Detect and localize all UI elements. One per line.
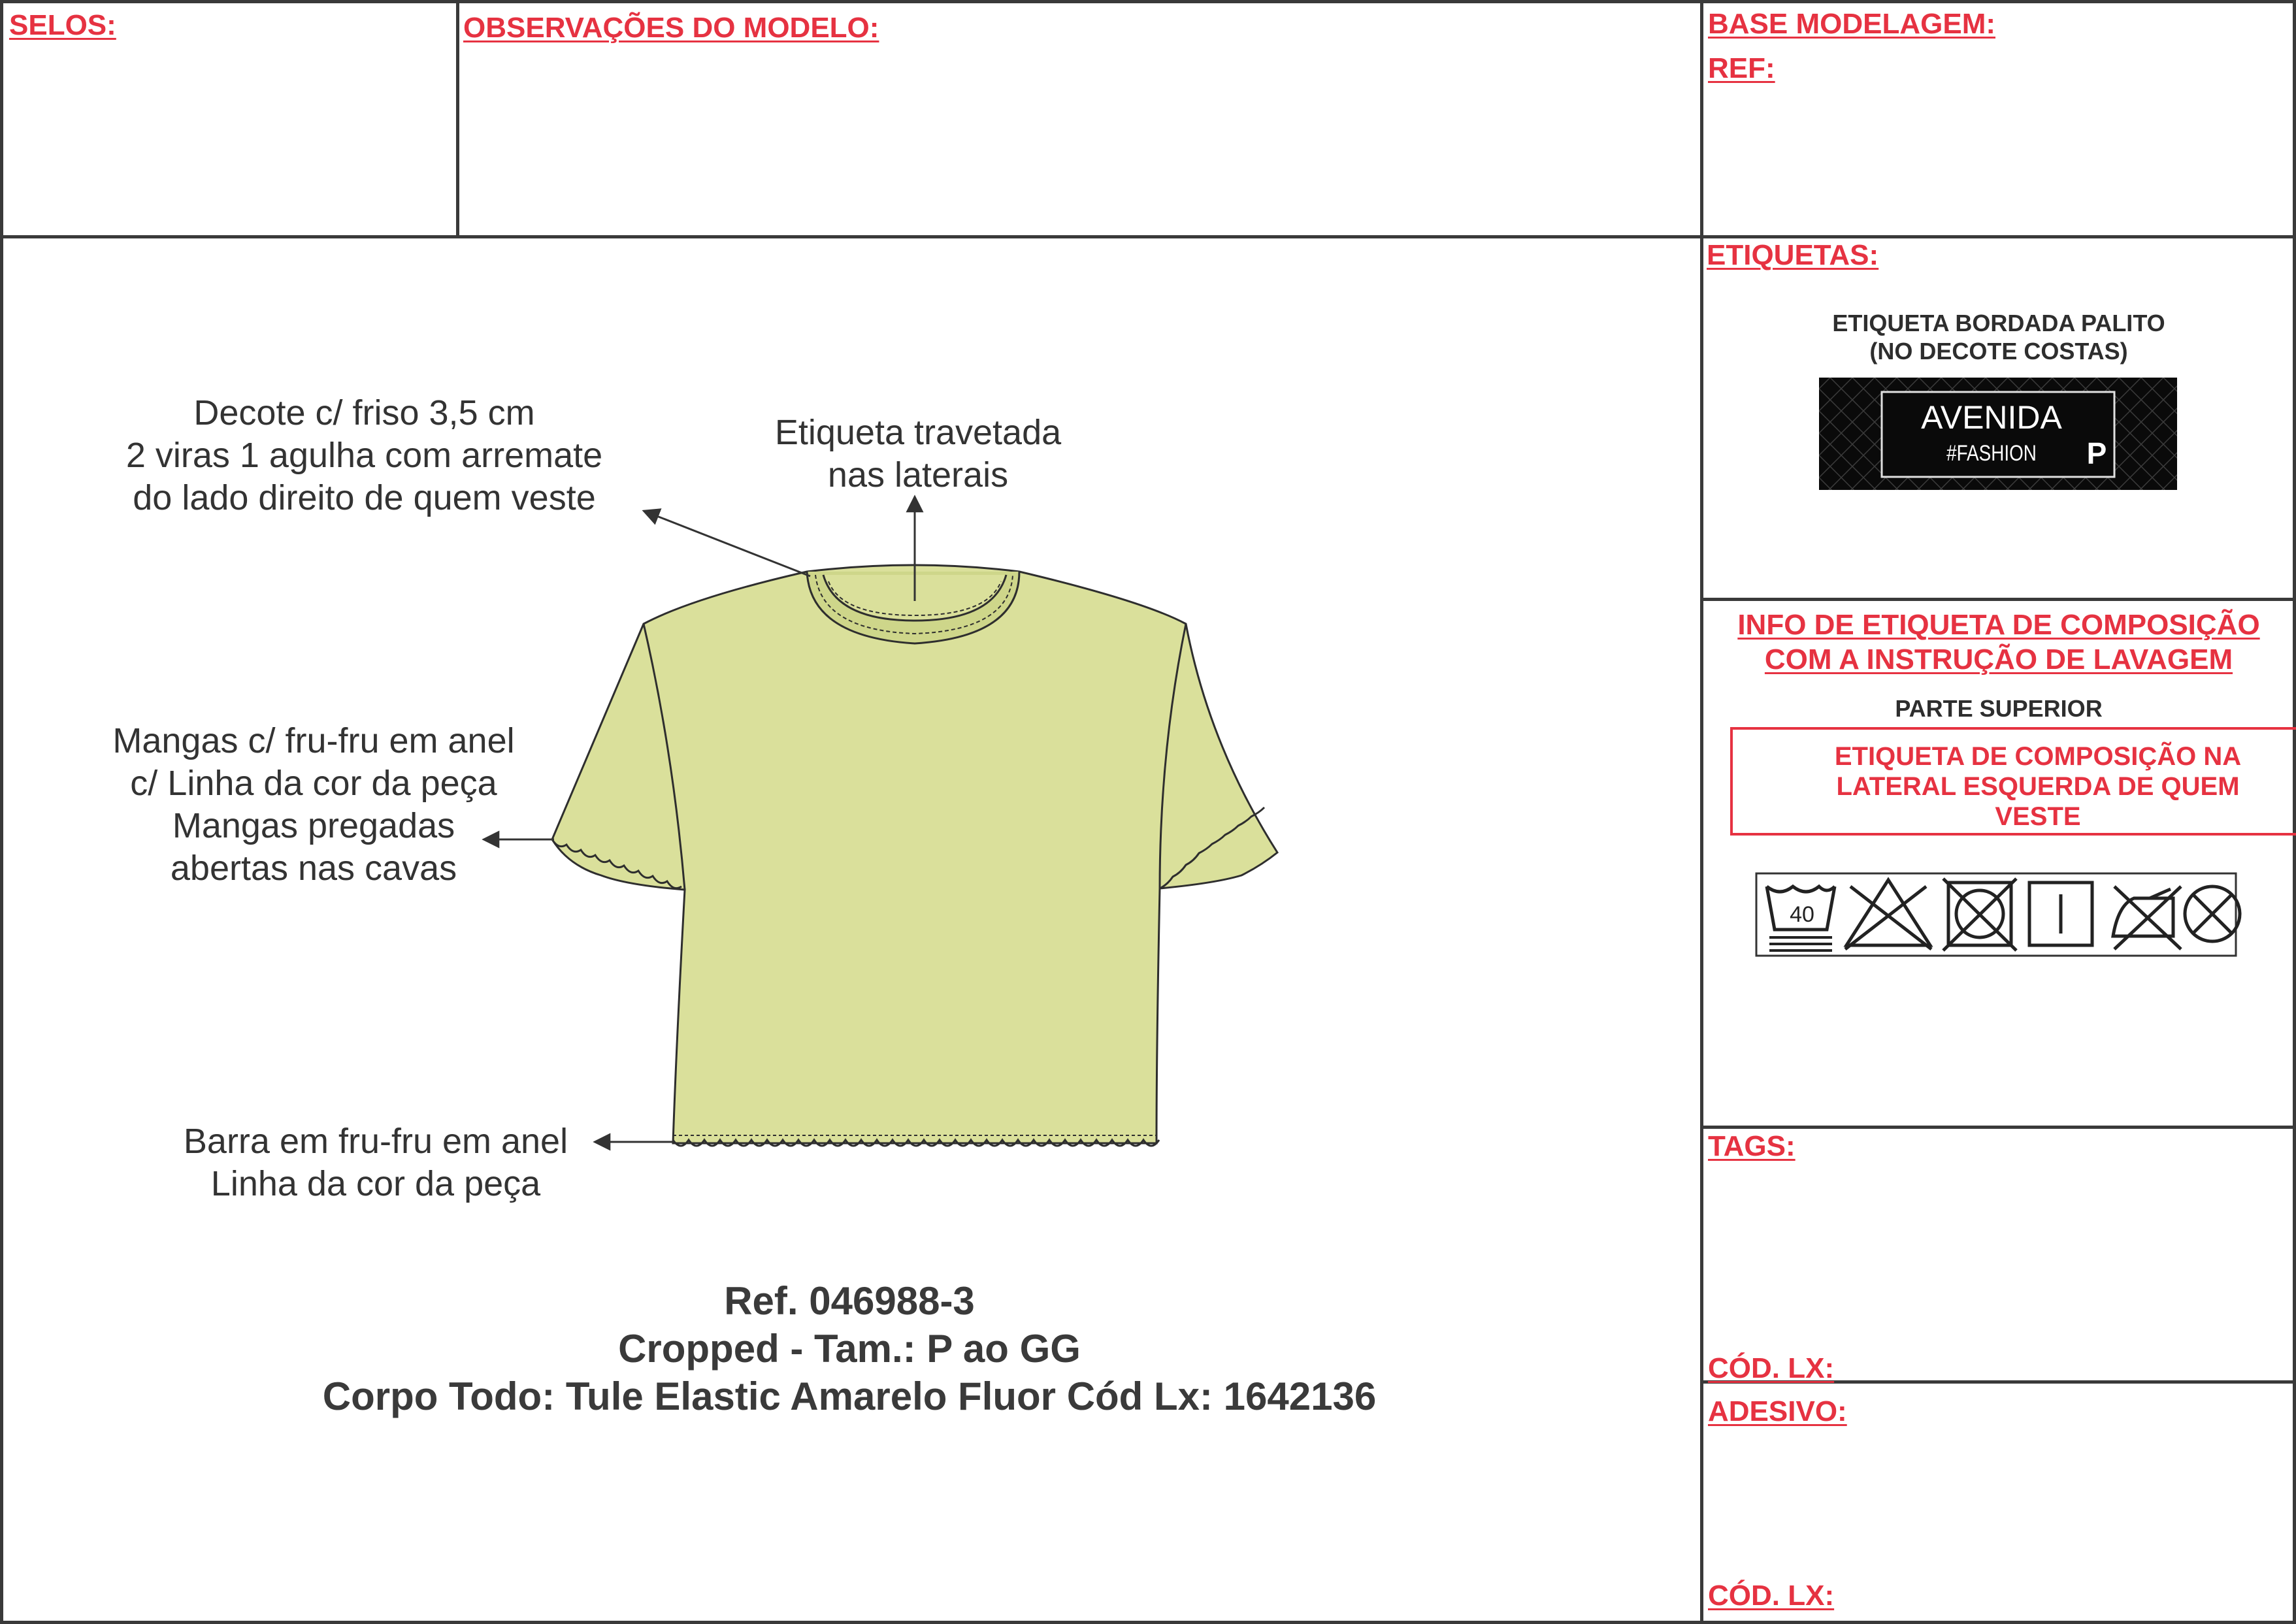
etiquetas-heading: ETIQUETAS: bbox=[1707, 239, 1879, 271]
brand-name: AVENIDA bbox=[1921, 399, 2062, 436]
adesivo-cod-lx: CÓD. LX: bbox=[1708, 1580, 1835, 1612]
decote-note: Decote c/ friso 3,5 cm 2 viras 1 agulha com arremate do lado direito de quem veste bbox=[125, 393, 603, 517]
ref-heading: REF: bbox=[1708, 52, 1775, 84]
tags-cod-lx: CÓD. LX: bbox=[1708, 1352, 1835, 1384]
etiqueta-title-line1: ETIQUETA BORDADA PALITO bbox=[1832, 310, 2165, 336]
model-size: Cropped - Tam.: P ao GG bbox=[618, 1327, 1081, 1371]
mangas-note: Mangas c/ fru-fru em anel c/ Linha da cor da peça Mangas pregadas abertas nas cavas bbox=[112, 721, 515, 888]
info-title-line1: INFO DE ETIQUETA DE COMPOSIÇÃO bbox=[1737, 609, 2260, 641]
etiqueta-travetada-note: Etiqueta travetada nas laterais bbox=[774, 413, 1062, 495]
info-title-line2: COM A INSTRUÇÃO DE LAVAGEM bbox=[1764, 643, 2233, 675]
observacoes-heading: OBSERVAÇÕES DO MODELO: bbox=[463, 12, 879, 44]
barra-note: Barra em fru-fru em anel Linha da cor da peça bbox=[183, 1122, 568, 1203]
comp-line3: VESTE bbox=[1995, 802, 2081, 831]
brand-size: P bbox=[2086, 436, 2107, 470]
brand-tag: #FASHION bbox=[1946, 440, 2037, 466]
selos-heading: SELOS: bbox=[9, 9, 116, 41]
ref-code: Ref. 046988-3 bbox=[724, 1279, 975, 1323]
comp-line1: ETIQUETA DE COMPOSIÇÃO NA bbox=[1834, 742, 2242, 771]
wash-temp: 40 bbox=[1790, 902, 1814, 927]
etiqueta-title-line2: (NO DECOTE COSTAS) bbox=[1869, 338, 2128, 365]
comp-line2: LATERAL ESQUERDA DE QUEM bbox=[1836, 772, 2240, 801]
reference-block bbox=[0, 1277, 1699, 1420]
cropped-top-body bbox=[552, 565, 1277, 1143]
tags-heading: TAGS: bbox=[1708, 1130, 1796, 1162]
base-modelagem-heading: BASE MODELAGEM: bbox=[1708, 8, 1995, 40]
material: Corpo Todo: Tule Elastic Amarelo Fluor Cód Lx: 1642136 bbox=[322, 1374, 1377, 1418]
parte-superior: PARTE SUPERIOR bbox=[1895, 695, 2103, 722]
adesivo-heading: ADESIVO: bbox=[1708, 1395, 1847, 1427]
